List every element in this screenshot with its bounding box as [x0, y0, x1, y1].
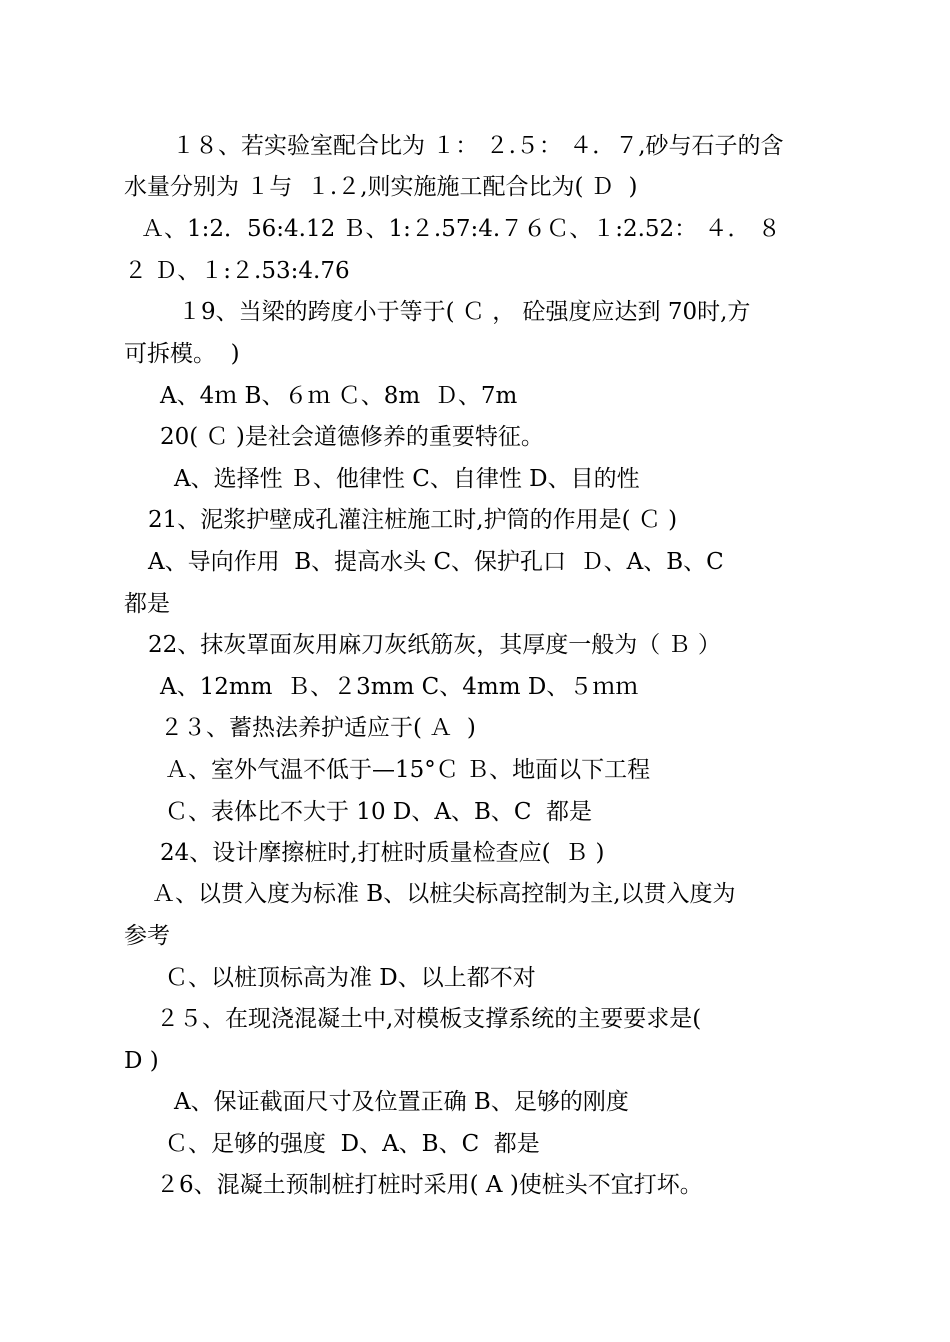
text-line: 参考: [124, 923, 170, 949]
text-line: ２6、混凝土预制桩打桩时采用( A )使桩头不宜打坏。: [156, 1172, 703, 1198]
text-line: Ｃ、表体比不大于 10 D、A、B、C 都是: [165, 799, 593, 825]
text-line: ２３、蓄热法养护适应于( Ａ ): [160, 715, 476, 741]
text-line: A、选择性 Ｂ、他律性 C、自律性 D、目的性: [174, 466, 640, 492]
text-line: 水量分别为 １与 １.２,则实施施工配合比为( Ｄ ): [124, 174, 638, 200]
text-line: １9、当梁的跨度小于等于( Ｃ ， 砼强度应达到 70时,方: [178, 299, 751, 325]
text-line: A、12mm Ｂ、２3mm C、4mm D、５ｍｍ: [160, 674, 639, 700]
text-line: A、保证截面尺寸及位置正确 B、足够的刚度: [174, 1089, 629, 1115]
text-line: Ａ、室外气温不低于—15°Ｃ Ｂ、地面以下工程: [165, 757, 651, 783]
text-line: ２５、在现浇混凝土中,对模板支撑系统的主要要求是(: [156, 1006, 702, 1032]
text-line: 可拆模。 ): [124, 341, 240, 367]
text-line: A、4ｍ B、６ｍ Ｃ、8m Ｄ、7m: [160, 383, 518, 409]
text-line: 22、抹灰罩面灰用麻刀灰纸筋灰，其厚度一般为（ Ｂ ）: [148, 632, 721, 658]
text-line: Ｃ、以桩顶标高为准 D、以上都不对: [165, 965, 536, 991]
text-line: 20( Ｃ )是社会道德修养的重要特征。: [160, 424, 544, 450]
text-line: A、导向作用 B、提高水头 C、保护孔口 Ｄ、A、B、C: [148, 549, 724, 575]
text-line: 都是: [124, 591, 170, 617]
text-line: ２ Ｄ、１:２.53:4.76: [124, 258, 350, 284]
text-line: 24、设计摩擦桩时,打桩时质量检查应( Ｂ ): [160, 840, 605, 866]
text-line: D ): [124, 1048, 159, 1074]
text-line: １８、若实验室配合比为 １： ２.５： ４．７,砂与石子的含: [172, 133, 784, 159]
text-line: Ｃ、足够的强度 D、A、B、C 都是: [165, 1131, 540, 1157]
text-line: Ａ、1:2．56:4.12 Ｂ、1:２.57:4.７６Ｃ、１:2.52： ４． ８: [141, 216, 781, 242]
text-line: Ａ、以贯入度为标准 B、以桩尖标高控制为主,以贯入度为: [152, 881, 736, 907]
text-line: 21、泥浆护壁成孔灌注桩施工时,护筒的作用是( Ｃ ): [148, 507, 678, 533]
